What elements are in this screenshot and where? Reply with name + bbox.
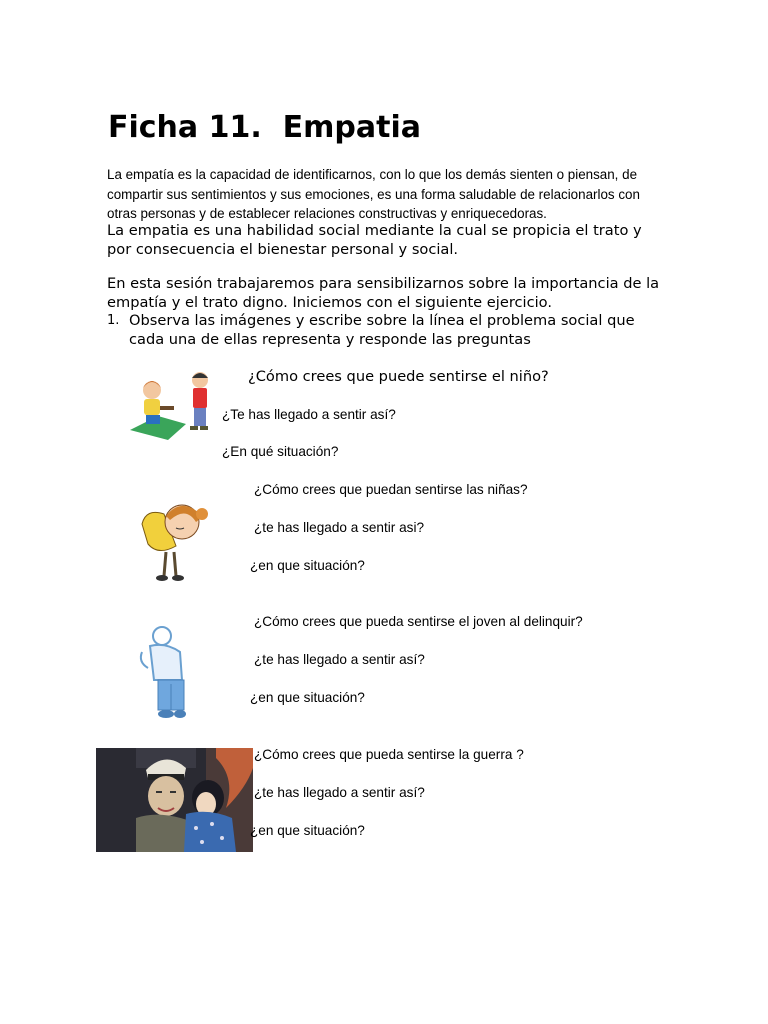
young-man-illustration [136,622,198,720]
war-scene-image [96,748,253,852]
list-number: 1. [107,313,120,328]
exercise-3-question-2: ¿te has llegado a sentir así? [254,652,425,667]
intro-paragraph: La empatia es una habilidad social mediante la cual se propicia el trato y por consecuencia el bienestar personal y social. [107,222,642,258]
list-instruction: Observa las imágenes y escribe sobre la línea el problema social que cada una de ellas representa y responde las preguntas [129,312,635,348]
exercise-4-question-2: ¿te has llegado a sentir así? [254,785,425,800]
exercise-2-question-1: ¿Cómo crees que puedan sentirse las niñas? [254,482,528,497]
exercise-1-question-3: ¿En qué situación? [222,444,339,459]
exercise-3-question-3: ¿en que situación? [250,690,365,705]
exercise-4-question-1: ¿Cómo crees que pueda sentirse la guerra ? [254,747,524,762]
exercise-2-question-2: ¿te has llegado a sentir asi? [254,520,425,535]
exercise-4-question-3: ¿en que situación? [250,823,365,838]
sad-girl-illustration [136,496,216,582]
exercise-2-question-3: ¿en que situación? [250,558,365,573]
intro-paragraph-small: La empatía es la capacidad de identificarnos, con lo que los demás sienten o piensan, de compartir sus sentimientos y sus emociones, es una forma saludable de relacionarlos con otras personas y de establecer relaciones constructivas y enriquecedoras. [107,167,640,221]
exercise-3-question-1: ¿Cómo crees que pueda sentirse el joven al delinquir? [254,614,583,629]
exercise-1-question-2: ¿Te has llegado a sentir así? [222,407,396,422]
page-title: Ficha 11. Empatia [108,110,421,145]
session-paragraph: En esta sesión trabajaremos para sensibilizarnos sobre la importancia de la empatía y el trato digno. Iniciemos con el siguiente ejercicio. [107,275,660,311]
exercise-1-question-1: ¿Cómo crees que puede sentirse el niño? [248,368,549,385]
children-sharing-illustration [128,368,214,444]
